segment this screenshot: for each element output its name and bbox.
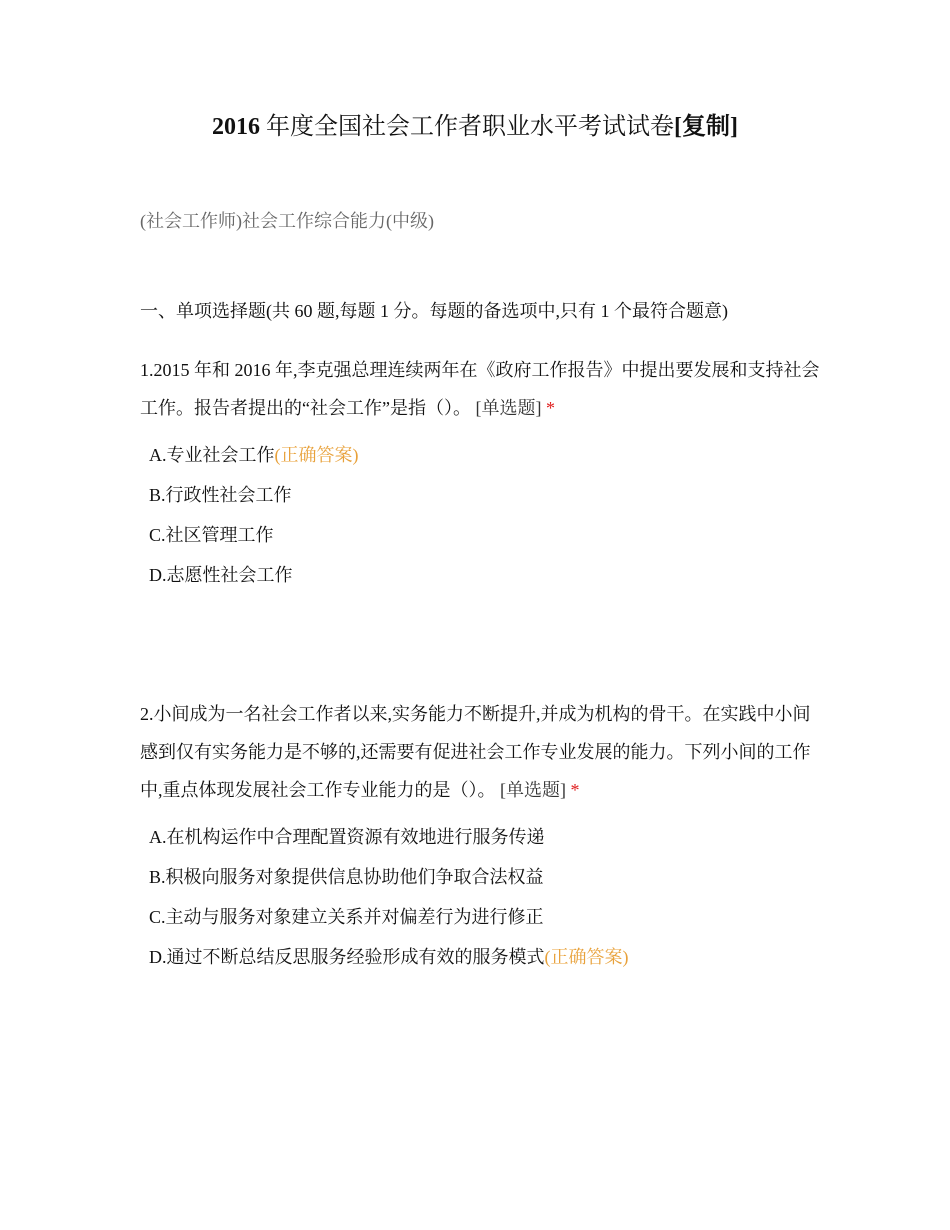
question-text: [140, 351, 820, 427]
option-c[interactable]: [149, 897, 820, 937]
correct-answer-note: (正确答案): [274, 445, 359, 465]
option-label: C.社区管理工作: [149, 525, 274, 545]
option-d[interactable]: [149, 937, 820, 977]
question-1: [140, 351, 820, 595]
option-label: A.专业社会工作: [149, 445, 275, 465]
option-label: D.通过不断总结反思服务经验形成有效的服务模式: [149, 947, 545, 967]
required-mark: *: [570, 780, 580, 800]
option-a[interactable]: [149, 435, 820, 475]
page-title: [0, 110, 950, 144]
option-b[interactable]: [149, 857, 820, 897]
option-label: B.积极向服务对象提供信息协助他们争取合法权益: [149, 867, 544, 887]
option-label: B.行政性社会工作: [149, 485, 292, 505]
option-d[interactable]: [149, 555, 820, 595]
title-suffix: [复制]: [674, 114, 738, 140]
option-label: D.志愿性社会工作: [149, 565, 293, 585]
question-2: [140, 695, 820, 977]
option-list: [140, 435, 820, 595]
option-label: A.在机构运作中合理配置资源有效地进行服务传递: [149, 827, 545, 847]
option-a[interactable]: [149, 817, 820, 857]
title-main: 年度全国社会工作者职业水平考试试卷: [266, 114, 674, 140]
section-heading: 一、单项选择题(共 60 题,每题 1 分。每题的备选项中,只有 1 个最符合题意): [140, 301, 728, 321]
option-b[interactable]: [149, 475, 820, 515]
correct-answer-note: (正确答案): [544, 947, 629, 967]
question-text: [140, 695, 820, 809]
option-c[interactable]: [149, 515, 820, 555]
option-label: C.主动与服务对象建立关系并对偏差行为进行修正: [149, 907, 544, 927]
question-stem: 2.小间成为一名社会工作者以来,实务能力不断提升,并成为机构的骨干。在实践中小间感到仅有实务能力是不够的,还需要有促进社会工作专业发展的能力。下列小间的工作中,重点体现发展社会工作专业能力的是（）。: [140, 704, 811, 800]
subtitle: (社会工作师)社会工作综合能力(中级): [140, 211, 434, 231]
question-type-label: [单选题]: [500, 780, 566, 800]
required-mark: *: [545, 398, 555, 418]
question-type-label: [单选题]: [475, 398, 542, 418]
question-stem: 1.2015 年和 2016 年,李克强总理连续两年在《政府工作报告》中提出要发展和支持社会工作。报告者提出的“社会工作”是指（）。: [140, 360, 820, 418]
option-list: [140, 817, 820, 977]
title-year: 2016: [212, 114, 260, 140]
